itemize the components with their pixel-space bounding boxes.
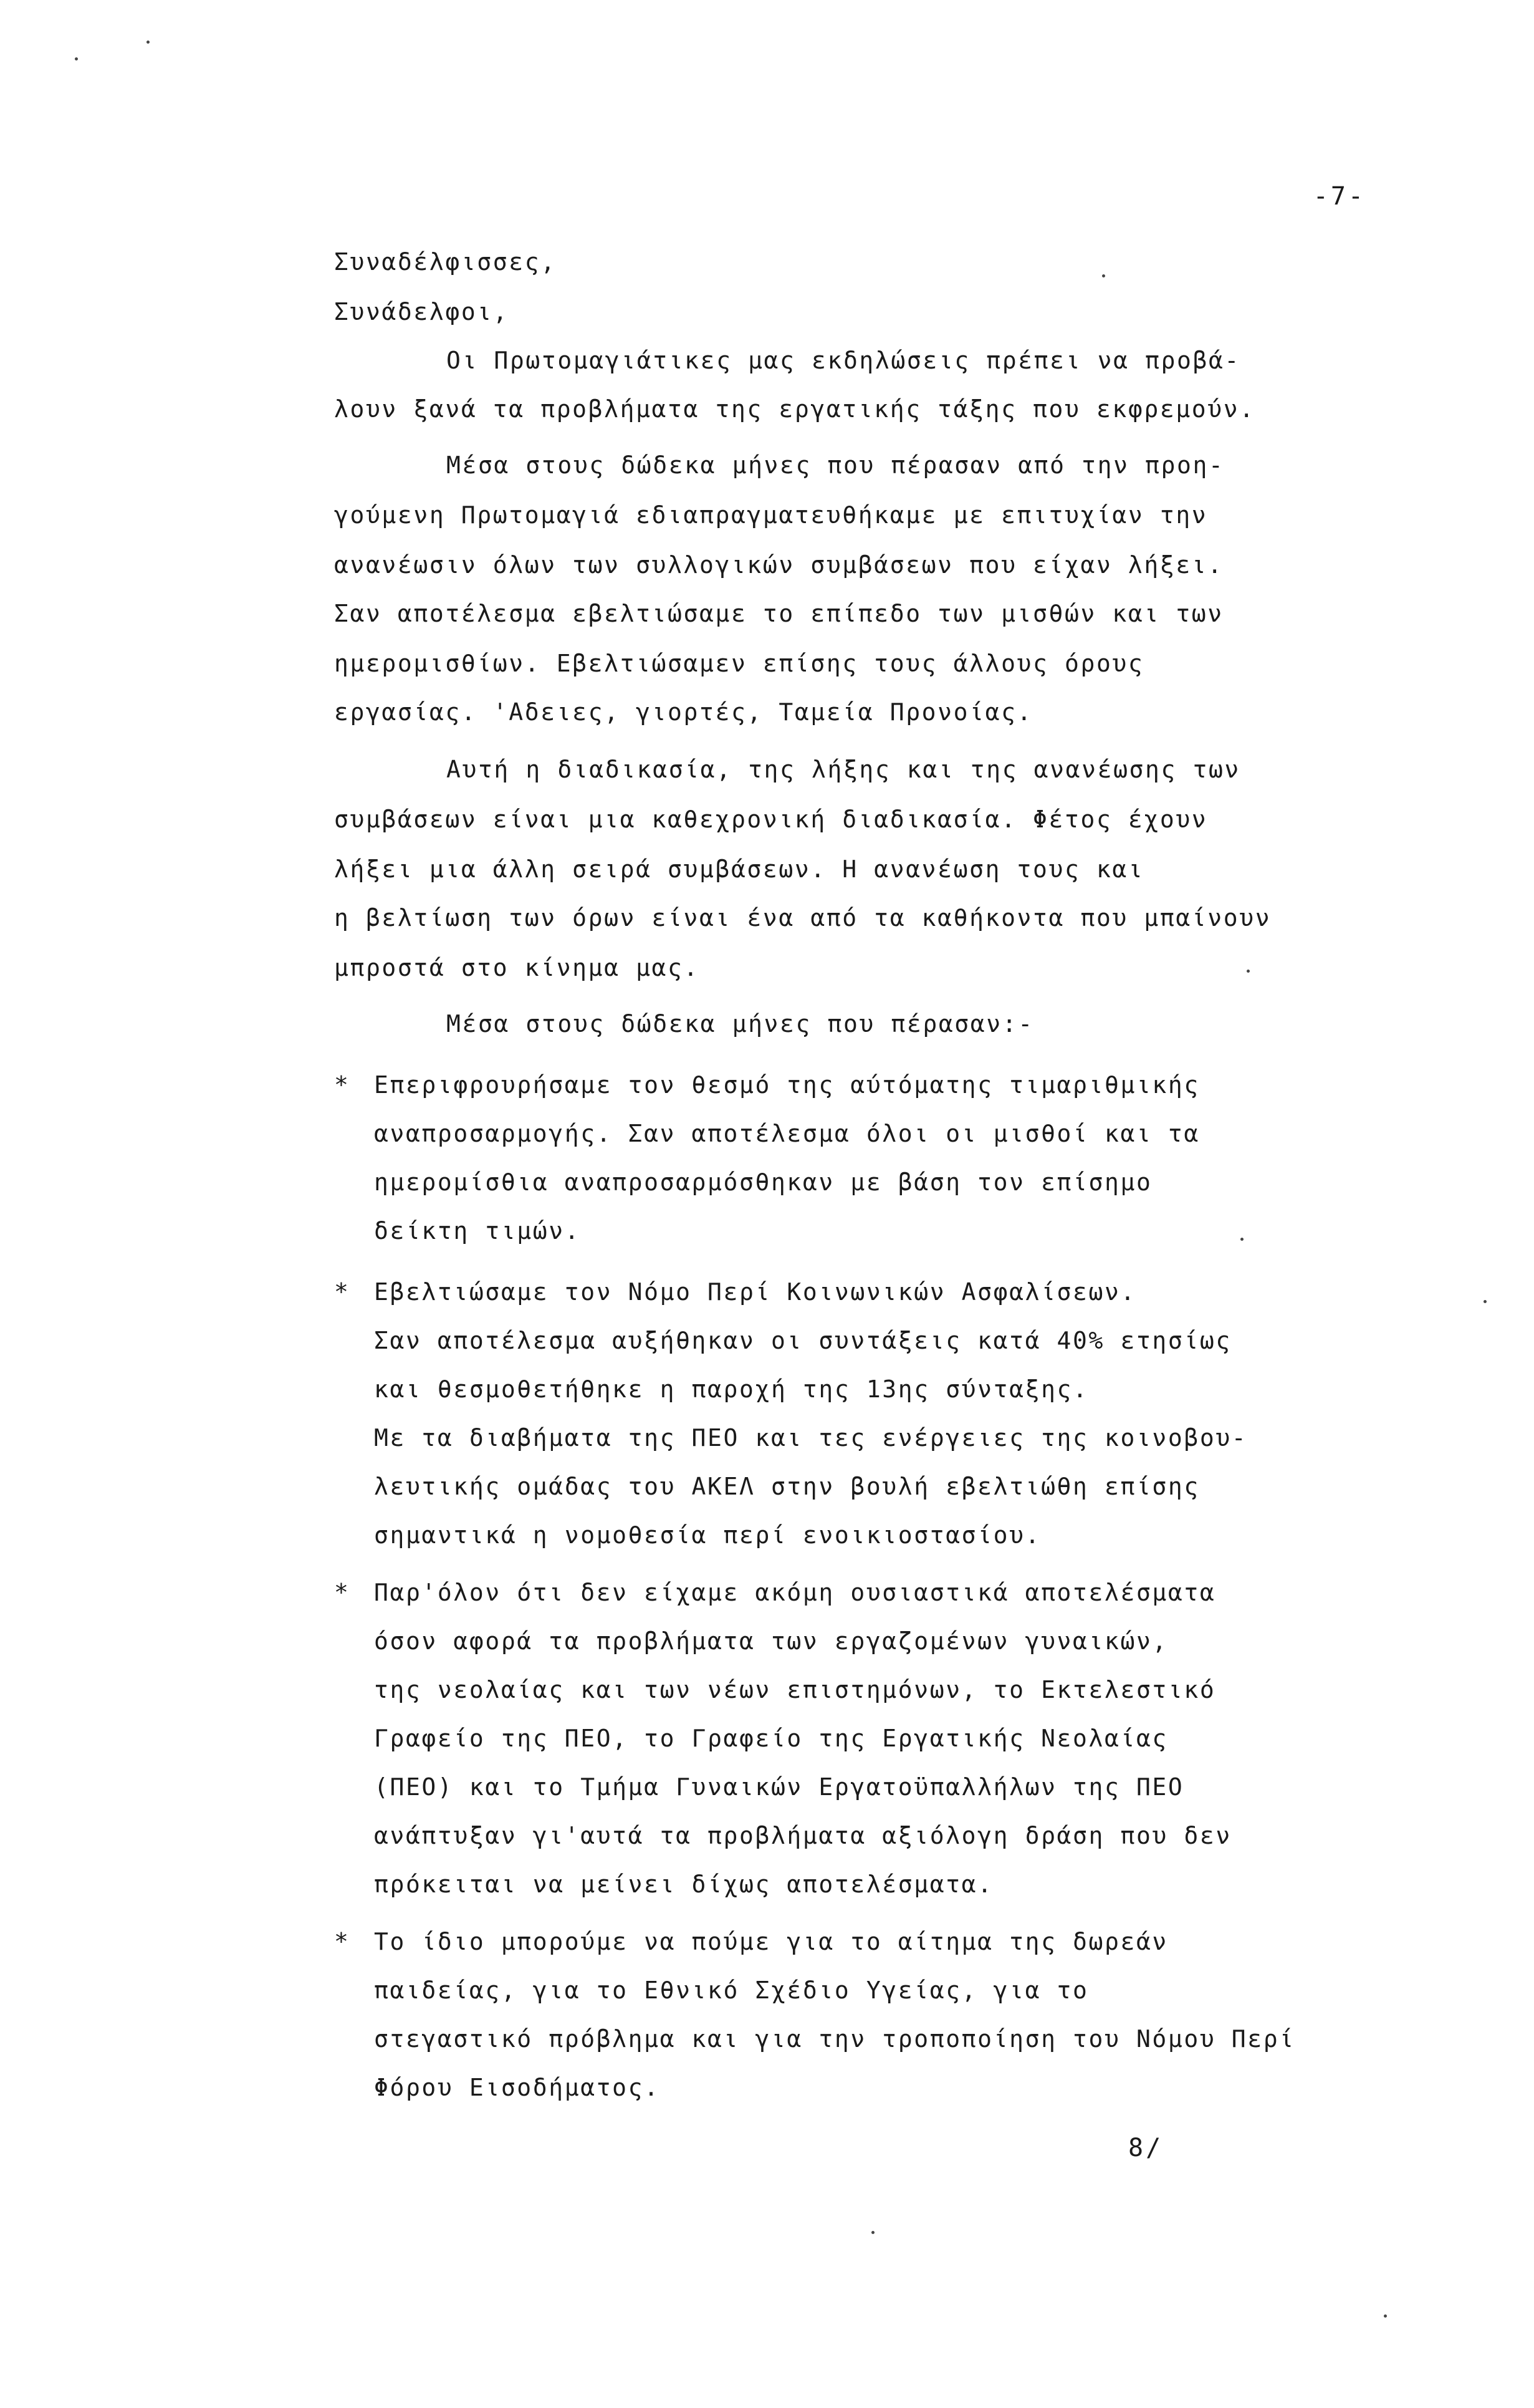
page-number: -7- [1313,182,1366,211]
next-page-marker: 8/ [1128,2134,1164,2162]
paragraph-line: μπροστά στο κίνημα μας. [334,954,699,981]
bullet-line: Επεριφρουρήσαμε τον θεσμό της αύτόματης τιμαριθμικής [374,1071,1200,1099]
paragraph-line: ημερομισθίων. Εβελτιώσαμεν επίσης τους άλλους όρους [334,650,1144,677]
scan-speck [146,41,150,44]
bullet-line: ανάπτυξαν γι'αυτά τα προβλήματα αξιόλογη δράση που δεν [374,1822,1232,1849]
paragraph-line: συμβάσεων είναι μια καθεχρονική διαδικασία. Φέτος έχουν [334,806,1208,833]
bullet-line: Σαν αποτέλεσμα αυξήθηκαν οι συντάξεις κατά 40% ετησίως [374,1327,1232,1354]
bullet-line: στεγαστικό πρόβλημα και για την τροποποίηση του Νόμου Περί [374,2025,1295,2053]
bullet-line: Παρ'όλον ότι δεν είχαμε ακόμη ουσιαστικά αποτελέσματα [374,1579,1216,1606]
paragraph-line: ανανέωσιν όλων των συλλογικών συμβάσεων που είχαν λήξει. [334,551,1224,579]
bullet-marker: * [334,1278,350,1306]
paragraph-line: η βελτίωση των όρων είναι ένα από τα καθήκοντα που μπαίνουν [334,904,1272,932]
bullet-line: δείκτη τιμών. [374,1217,581,1245]
bullet-line: αναπροσαρμογής. Σαν αποτέλεσμα όλοι οι μισθοί και τα [374,1120,1200,1147]
paragraph-line: λουν ξανά τα προβλήματα της εργατικής τάξης που εκφρεμούν. [334,395,1255,423]
scan-speck [75,57,78,60]
bullet-line: της νεολαίας και των νέων επιστημόνων, το Εκτελεστικό [374,1676,1216,1703]
paragraph-line: Μέσα στους δώδεκα μήνες που πέρασαν από την προη- [446,451,1225,479]
bullet-line: Με τα διαβήματα της ΠΕΟ και τες ενέργειες της κοινοβου- [374,1424,1248,1452]
scan-speck [1240,1238,1244,1241]
scan-speck [1102,274,1105,277]
bullet-line: Το ίδιο μπορούμε να πούμε για το αίτημα της δωρεάν [374,1928,1168,1955]
bullet-line: ημερομίσθια αναπροσαρμόσθηκαν με βάση τον επίσημο [374,1168,1153,1196]
bullet-line: σημαντικά η νομοθεσία περί ενοικιοστασίου. [374,1521,1042,1549]
paragraph-line: εργασίας. 'Αδειες, γιορτές, Ταμεία Προνοίας. [334,698,1033,726]
bullet-line: Γραφείο της ΠΕΟ, το Γραφείο της Εργατικής Νεολαίας [374,1725,1168,1752]
scan-speck [1384,2314,1387,2318]
paragraph-line: λήξει μια άλλη σειρά συμβάσεων. Η ανανέωση τους και [334,855,1144,883]
paragraph-line: γούμενη Πρωτομαγιά εδιαπραγματευθήκαμε με επιτυχίαν την [334,501,1208,529]
bullet-marker: * [334,1071,350,1099]
bullet-marker: * [334,1928,350,1955]
bullet-line: Φόρου Εισοδήματος. [374,2074,660,2101]
scan-speck [1247,970,1250,973]
bullet-line: όσον αφορά τα προβλήματα των εργαζομένων γυναικών, [374,1627,1168,1655]
paragraph-line: Αυτή η διαδικασία, της λήξης και της ανανέωσης των [446,756,1240,783]
salutation-line: Συνάδελφοι, [334,298,509,325]
bullet-line: (ΠΕΟ) και το Τμήμα Γυναικών Εργατοϋπαλλήλων της ΠΕΟ [374,1773,1184,1801]
salutation-line: Συναδέλφισσες, [334,248,557,276]
bullet-line: παιδείας, για το Εθνικό Σχέδιο Υγείας, για το [374,1977,1089,2004]
bullet-line: λευτικής ομάδας του ΑΚΕΛ στην βουλή εβελτιώθη επίσης [374,1473,1200,1500]
scan-speck [1484,1300,1487,1303]
bullet-line: πρόκειται να μείνει δίχως αποτελέσματα. [374,1871,994,1898]
bullet-marker: * [334,1579,350,1606]
bullet-line: Εβελτιώσαμε τον Νόμο Περί Κοινωνικών Ασφαλίσεων. [374,1278,1136,1306]
paragraph-line: Μέσα στους δώδεκα μήνες που πέρασαν:- [446,1010,1034,1038]
scan-speck [871,2231,875,2234]
paragraph-line: Σαν αποτέλεσμα εβελτιώσαμε το επίπεδο των μισθών και των [334,600,1224,627]
bullet-line: και θεσμοθετήθηκε η παροχή της 13ης σύνταξης. [374,1375,1089,1403]
paragraph-line: Οι Πρωτομαγιάτικες μας εκδηλώσεις πρέπει να προβά- [446,347,1240,374]
